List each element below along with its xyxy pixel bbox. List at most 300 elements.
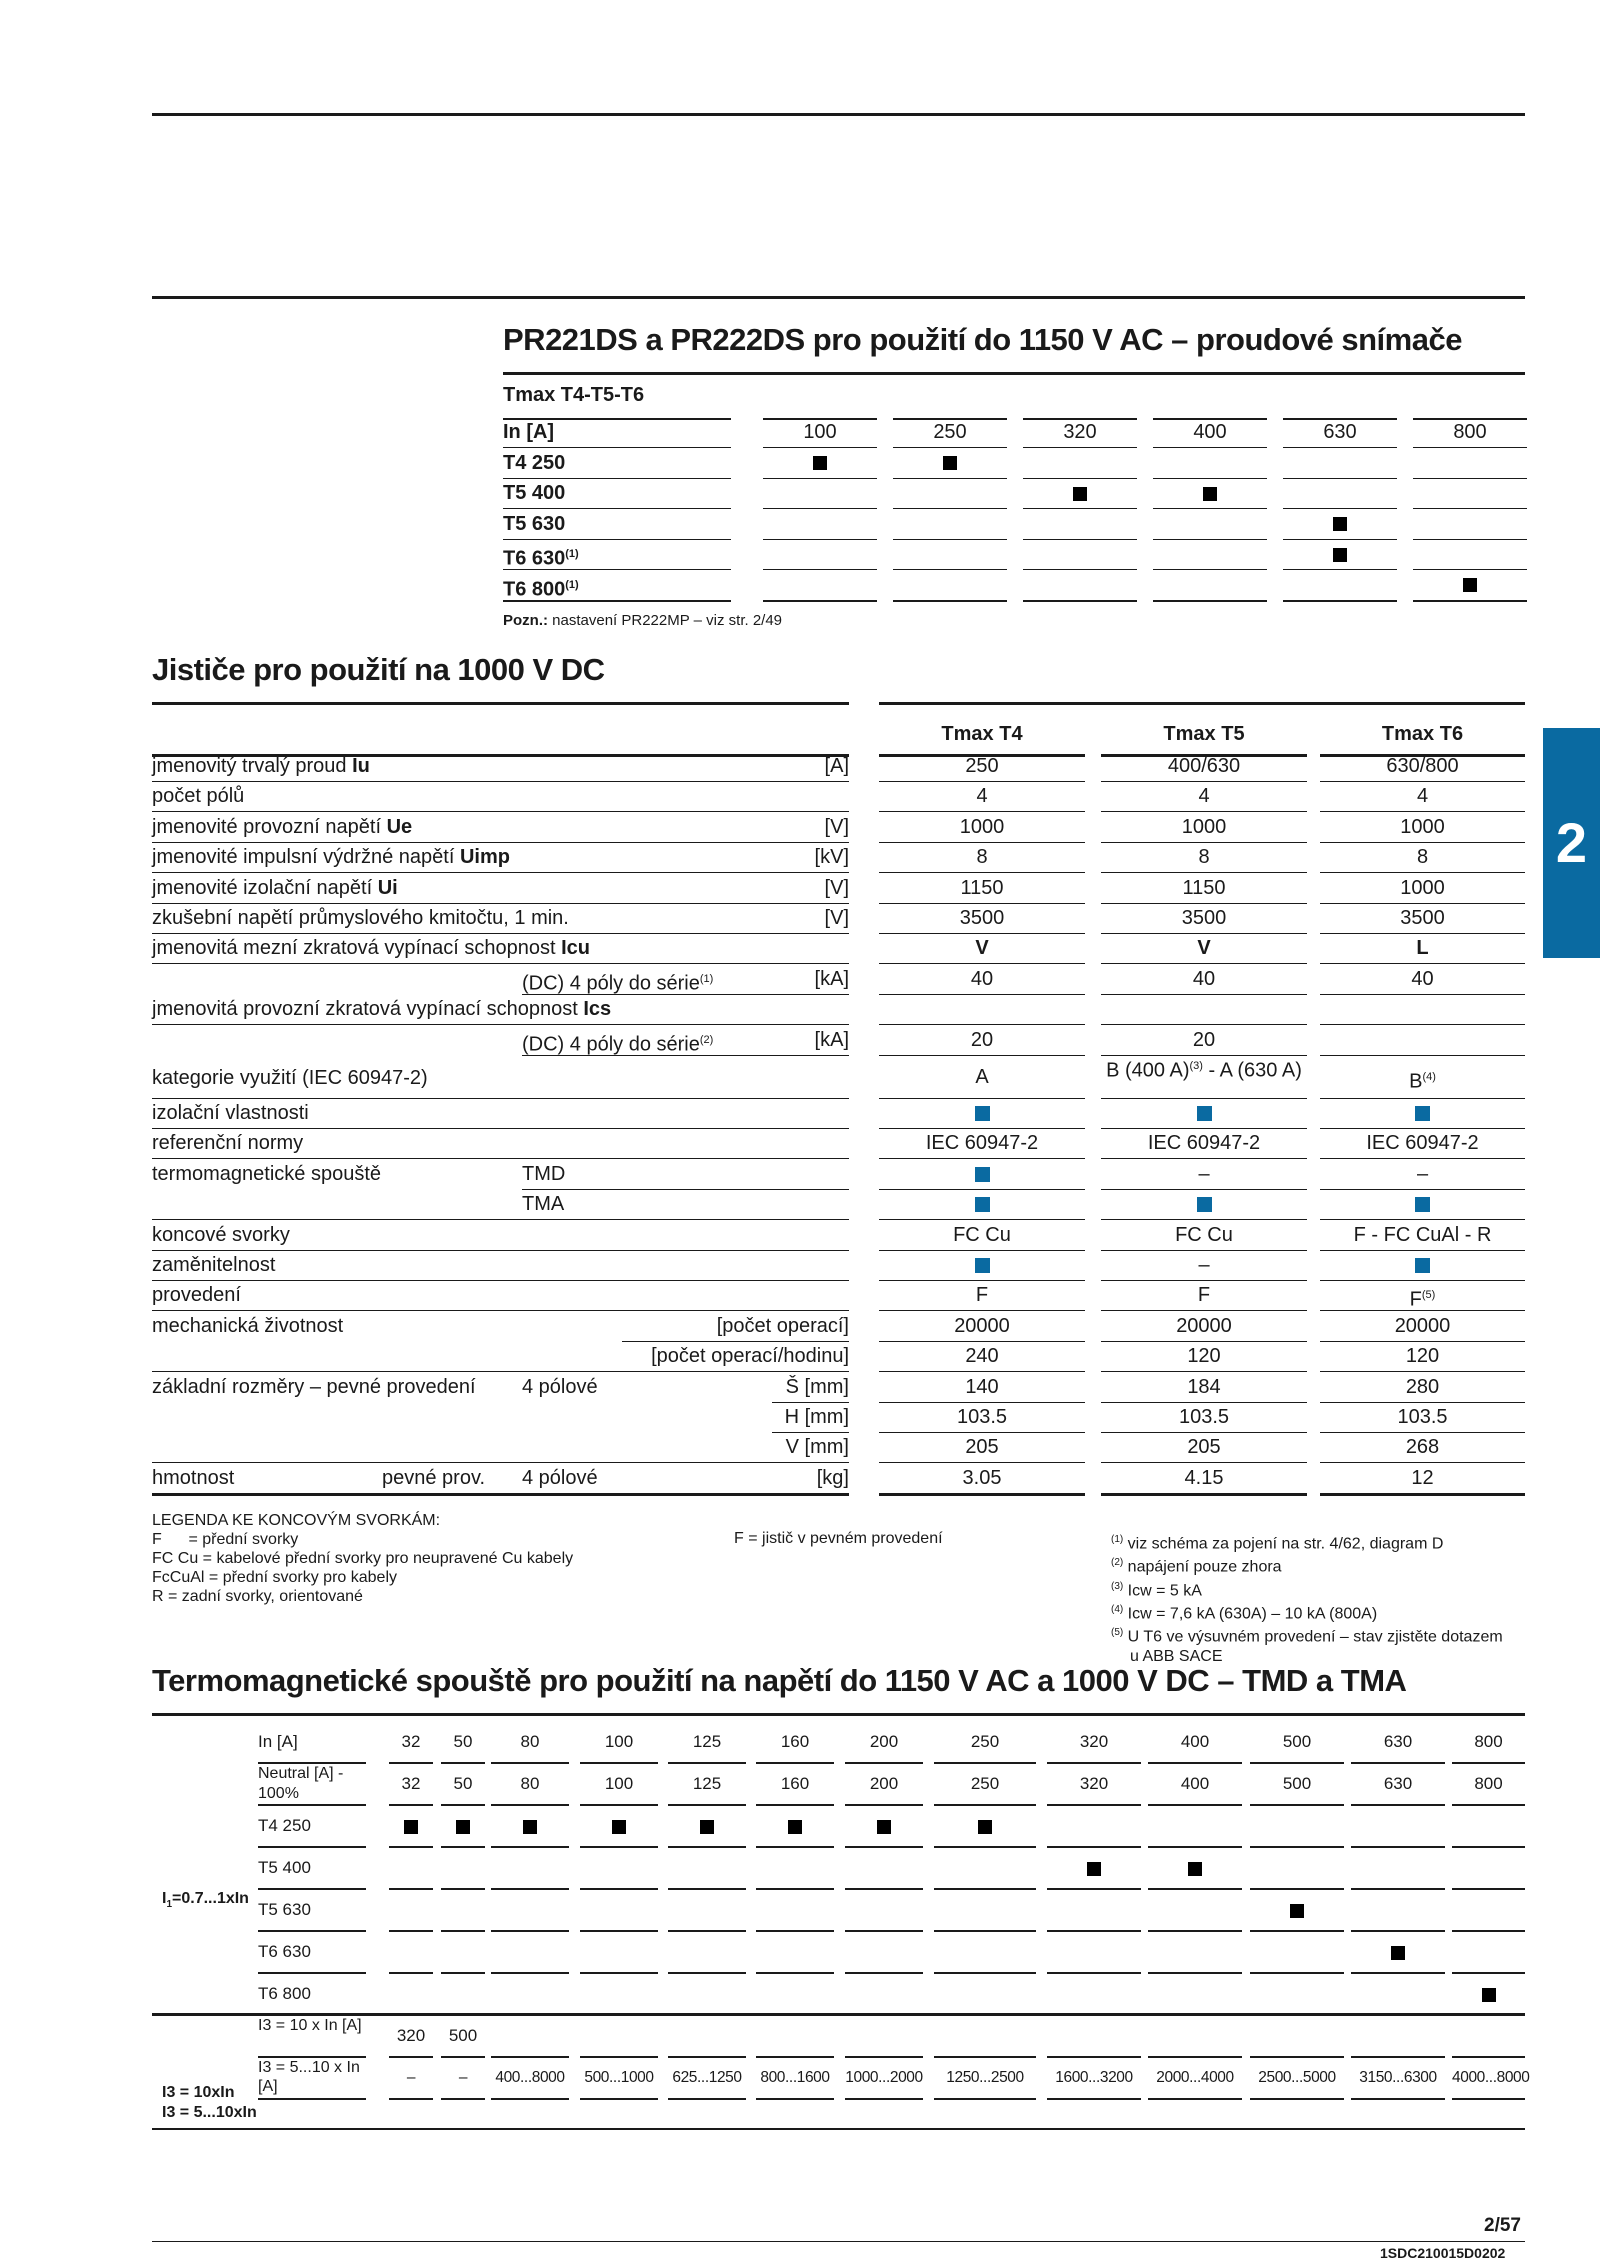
compat-cell	[763, 449, 877, 479]
sublabel-text: (DC) 4 póly do série	[522, 1033, 700, 1056]
value-cell: 1000	[879, 813, 1085, 843]
frame-label: T6 800	[258, 1974, 366, 2016]
unit-label: Š [mm]	[785, 1375, 849, 1398]
row-rule	[152, 781, 849, 782]
compat-mark-icon	[523, 1820, 537, 1834]
value-cell: 20000	[879, 1312, 1085, 1342]
table1-col-bottom-rule	[1023, 600, 1137, 602]
frame-compat-cell	[491, 1974, 569, 2016]
neutral-current-cell: 320	[1047, 1764, 1141, 1806]
compat-cell	[1413, 571, 1527, 601]
table1-col-top-rule	[1413, 418, 1527, 420]
frame-compat-cell	[580, 1932, 658, 1974]
row-label-text: jmenovité izolační napětí	[152, 876, 378, 899]
neutral-current-cell: 100	[580, 1764, 658, 1806]
rated-current-cell: 125	[668, 1722, 746, 1764]
rated-current-cell: 100	[580, 1722, 658, 1764]
i3-fixed-cell	[934, 2016, 1036, 2058]
frame-compat-cell	[1351, 1890, 1445, 1932]
compat-cell	[1413, 449, 1527, 479]
table1-col-bottom-rule	[893, 600, 1007, 602]
footnote-number: (5)	[1111, 1627, 1124, 1639]
value-cell	[1320, 1099, 1525, 1129]
i3-fixed-cell	[756, 2016, 834, 2058]
footnotes	[1111, 1530, 1503, 1666]
unit-label: [kA]	[814, 967, 849, 990]
compat-cell	[893, 540, 1007, 570]
feature-available-icon	[975, 1106, 990, 1121]
section3-rule	[152, 1713, 1525, 1716]
value-cell: 240	[879, 1342, 1085, 1372]
table1-bottom-rule	[503, 600, 731, 602]
frame-compat-cell	[934, 1806, 1036, 1848]
frame-compat-cell	[668, 1848, 746, 1890]
frame-compat-cell	[1148, 1932, 1242, 1974]
value-cell: 120	[1320, 1342, 1525, 1372]
in-column-header: 630	[1283, 418, 1397, 448]
value-cell: 250	[879, 752, 1085, 782]
frame-footnote: (1)	[565, 548, 579, 560]
table1-col-top-rule	[763, 418, 877, 420]
row-label-symbol: Uimp	[459, 846, 510, 869]
value-cell: 184	[1101, 1373, 1307, 1403]
frame-compat-cell	[756, 1890, 834, 1932]
value-cell: 103.5	[1101, 1403, 1307, 1433]
compat-mark-icon	[1333, 548, 1347, 562]
footnote-text: viz schéma za pojení na str. 4/62, diagram D	[1123, 1535, 1444, 1553]
header-rule	[152, 296, 1525, 299]
value-cell: FC Cu	[879, 1221, 1085, 1251]
value-cell: 20	[1101, 1026, 1307, 1056]
section2-title: Jističe pro použití na 1000 V DC	[152, 652, 605, 687]
doc-code: 1SDC210015D0202	[1380, 2245, 1506, 2261]
in-column-header: 250	[893, 418, 1007, 448]
frame-compat-cell	[934, 1890, 1036, 1932]
i3-range-cell: 1000...2000	[845, 2058, 923, 2100]
frame-name: T5 400	[503, 482, 566, 504]
compat-cell	[1153, 571, 1267, 601]
i3-fixed-cell	[1148, 2016, 1242, 2058]
frame-compat-cell	[389, 1848, 433, 1890]
group2-label-1: I3 = 10xIn	[162, 2084, 235, 2101]
row-label	[152, 904, 569, 932]
i3-fixed-cell: 320	[389, 2016, 433, 2058]
table2-bottom-rule	[152, 1493, 849, 1496]
frame-label: T6 630	[258, 1932, 366, 1974]
frame-compat-cell	[845, 1890, 923, 1932]
i3-fixed-cell	[668, 2016, 746, 2058]
row-label: mechanická životnost	[152, 1314, 344, 1337]
frame-compat-cell	[934, 1932, 1036, 1974]
frame-compat-cell	[845, 1932, 923, 1974]
row-label-text: jmenovitá provozní zkratová vypínací schopnost	[152, 998, 584, 1021]
table1-col-bottom-rule	[1153, 600, 1267, 602]
frame-compat-cell	[1250, 1932, 1344, 1974]
chapter-tab: 2	[1543, 728, 1600, 958]
table1-top-rule	[503, 418, 731, 420]
value-cell: 400/630	[1101, 752, 1307, 782]
frame-compat-cell	[441, 1848, 485, 1890]
value-cell: 1150	[1101, 874, 1307, 904]
frame-compat-cell	[580, 1806, 658, 1848]
legend-line: R = zadní svorky, orientované	[152, 1588, 363, 1605]
frame-compat-cell	[1351, 1932, 1445, 1974]
legend-line: LEGENDA KE KONCOVÝM SVORKÁM:	[152, 1512, 441, 1529]
feature-available-icon	[1415, 1197, 1430, 1212]
i3-range-cell: 4000...8000	[1452, 2058, 1525, 2100]
footnote-text: U T6 ve výsuvném provedení – stav zjistěte dotazem	[1123, 1628, 1503, 1646]
frame-compat-cell	[580, 1890, 658, 1932]
row-mid-label: TMA	[522, 1193, 565, 1216]
row-label	[152, 843, 510, 871]
neutral-current-cell: 80	[491, 1764, 569, 1806]
model-column-header: Tmax T5	[1101, 714, 1307, 757]
section1-note	[503, 612, 782, 629]
frame-name: T6 630	[503, 547, 566, 570]
compat-mark-icon	[700, 1820, 714, 1834]
footnote-number: (3)	[1111, 1580, 1124, 1592]
table1-col-top-rule	[1153, 418, 1267, 420]
value-cell: 8	[879, 843, 1085, 873]
legend-line: FC Cu = kabelové přední svorky pro neupravené Cu kabely	[152, 1550, 574, 1567]
neutral-current-cell: 800	[1452, 1764, 1525, 1806]
frame-compat-cell	[668, 1890, 746, 1932]
compat-cell	[1283, 449, 1397, 479]
value-cell: V	[879, 934, 1085, 964]
compat-cell	[1153, 540, 1267, 570]
value-cell: 103.5	[1320, 1403, 1525, 1433]
compat-mark-icon	[1290, 1904, 1304, 1918]
frame-compat-cell	[756, 1974, 834, 2016]
value-cell: 1150	[879, 874, 1085, 904]
compat-cell	[1023, 571, 1137, 601]
footer-rule	[152, 2241, 1525, 2242]
feature-available-icon	[1197, 1106, 1212, 1121]
footnote-line	[1111, 1577, 1503, 1600]
footnote-number: (2)	[1111, 1557, 1124, 1569]
in-column-header: 400	[1153, 418, 1267, 448]
frame-compat-cell	[491, 1848, 569, 1890]
section1-title-rule	[503, 372, 1525, 375]
compat-cell	[1023, 449, 1137, 479]
i3-fixed-cell	[580, 2016, 658, 2058]
value-cell: 40	[1320, 965, 1525, 995]
frame-compat-cell	[389, 1890, 433, 1932]
value-cell: –	[1320, 1160, 1525, 1190]
table1-col-top-rule	[893, 418, 1007, 420]
value-cell: 120	[1101, 1342, 1307, 1372]
frame-compat-cell	[1250, 1974, 1344, 2016]
frame-compat-cell	[756, 1848, 834, 1890]
category-t5	[1101, 1056, 1307, 1099]
design-label: provedení	[152, 1284, 241, 1307]
frame-compat-cell	[1452, 1848, 1525, 1890]
row-label: izolační vlastnosti	[152, 1102, 309, 1124]
row-sublabel	[522, 1026, 713, 1059]
value-cell	[879, 1251, 1085, 1281]
compat-cell	[893, 479, 1007, 509]
row-label-symbol: Ics	[583, 998, 612, 1021]
value-cell: IEC 60947-2	[1101, 1129, 1307, 1159]
frame-compat-cell	[491, 1890, 569, 1932]
compat-cell	[763, 510, 877, 540]
note-text: nastavení PR222MP – viz str. 2/49	[548, 612, 783, 629]
design-t6	[1320, 1281, 1525, 1311]
compat-mark-icon	[813, 456, 827, 470]
frame-compat-cell	[1148, 1974, 1242, 2016]
value-cell	[879, 1099, 1085, 1129]
neutral-current-cell: 50	[441, 1764, 485, 1806]
compat-mark-icon	[1087, 1862, 1101, 1876]
frame-compat-cell	[668, 1806, 746, 1848]
frame-compat-cell	[1047, 1848, 1141, 1890]
frame-compat-cell	[389, 1806, 433, 1848]
value-cell: 280	[1320, 1373, 1525, 1403]
legend-line: FcCuAl = přední svorky pro kabely	[152, 1569, 397, 1586]
value-cell: 20	[879, 1026, 1085, 1056]
in-column-header: 320	[1023, 418, 1137, 448]
in-column-header: 800	[1413, 418, 1527, 448]
category-t6-value: B	[1409, 1070, 1423, 1093]
neutral-current-cell: 200	[845, 1764, 923, 1806]
value-cell	[879, 995, 1085, 1025]
rated-current-cell: 250	[934, 1722, 1036, 1764]
value-cell	[1101, 995, 1307, 1025]
frame-name: T4 250	[503, 451, 566, 474]
frame-compat-cell	[1250, 1806, 1344, 1848]
group1-label-b: =0.7...1xIn	[172, 1890, 249, 1907]
i3-range-cell: –	[441, 2058, 485, 2100]
value-cell	[1101, 1190, 1307, 1220]
row-label	[152, 995, 611, 1023]
frame-compat-cell	[1351, 1848, 1445, 1890]
row-label: zaměnitelnost	[152, 1254, 276, 1276]
value-cell: 103.5	[879, 1403, 1085, 1433]
feature-available-icon	[1197, 1197, 1212, 1212]
unit-label: H [mm]	[784, 1406, 849, 1428]
i3-range-cell: 2500...5000	[1250, 2058, 1344, 2100]
value-cell: FC Cu	[1101, 1221, 1307, 1251]
row-rule	[522, 1189, 849, 1190]
table3-bottom-rule	[152, 2128, 1525, 2130]
value-cell: 8	[1101, 843, 1307, 873]
frame-compat-cell	[1351, 1974, 1445, 2016]
neutral-current-cell: 630	[1351, 1764, 1445, 1806]
value-cell: 1000	[1101, 813, 1307, 843]
row-label	[152, 934, 590, 962]
compat-cell	[1283, 479, 1397, 509]
value-cell: 3.05	[879, 1464, 1085, 1494]
i3-fixed-cell	[1250, 2016, 1344, 2058]
legend-line: F = přední svorky	[152, 1531, 299, 1548]
compat-mark-icon	[404, 1820, 418, 1834]
row-label	[152, 813, 412, 841]
frame-footnote: (1)	[565, 578, 579, 591]
unit-label: [kV]	[814, 846, 849, 869]
table1-col-bottom-rule	[1413, 600, 1527, 602]
frame-name: T6 800	[503, 578, 566, 601]
value-cell: IEC 60947-2	[879, 1129, 1085, 1159]
sublabel-text: (DC) 4 póly do série	[522, 972, 700, 995]
compat-cell	[1413, 479, 1527, 509]
value-cell: 4	[1101, 782, 1307, 812]
compat-cell	[1283, 510, 1397, 540]
compat-cell	[763, 479, 877, 509]
frame-label	[503, 540, 731, 570]
frame-compat-cell	[441, 1890, 485, 1932]
frame-compat-cell	[1148, 1890, 1242, 1932]
compat-mark-icon	[1203, 487, 1217, 501]
compat-mark-icon	[978, 1820, 992, 1834]
section1-subtitle: Tmax T4-T5-T6	[503, 384, 645, 406]
frame-compat-cell	[580, 1974, 658, 2016]
i3-fixed-cell	[1351, 2016, 1445, 2058]
unit-label: V [mm]	[785, 1436, 849, 1459]
neutral-current-cell: 250	[934, 1764, 1036, 1806]
frame-label	[503, 479, 731, 509]
row-label-text: jmenovité impulsní výdržné napětí	[152, 846, 460, 869]
i3-range-cell: 800...1600	[756, 2058, 834, 2100]
section3-title: Termomagnetické spouště pro použití na napětí do 1150 V AC a 1000 V DC – TMD a TMA	[152, 1663, 1407, 1698]
legend-middle: F = jistič v pevném provedení	[734, 1530, 943, 1547]
feature-available-icon	[975, 1197, 990, 1212]
frame-compat-cell	[441, 1932, 485, 1974]
frame-compat-cell	[845, 1974, 923, 2016]
compat-cell	[1023, 510, 1137, 540]
frame-compat-cell	[1148, 1848, 1242, 1890]
in-label: In [A]	[258, 1722, 366, 1764]
page-number: 2/57	[1484, 2215, 1521, 2236]
compat-mark-icon	[1073, 487, 1087, 501]
row-label-text: jmenovitá mezní zkratová vypínací schopnost	[152, 937, 562, 960]
frame-compat-cell	[491, 1932, 569, 1974]
compat-cell	[763, 540, 877, 570]
design-t5: F	[1101, 1281, 1307, 1311]
value-cell: 4.15	[1101, 1464, 1307, 1494]
value-cell: 3500	[879, 904, 1085, 934]
row-label: termomagnetické spouště	[152, 1162, 382, 1185]
rated-current-cell: 80	[491, 1722, 569, 1764]
unit-label: [počet operací/hodinu]	[651, 1345, 849, 1368]
i3-fixed-cell	[491, 2016, 569, 2058]
frame-compat-cell	[756, 1932, 834, 1974]
compat-mark-icon	[612, 1820, 626, 1834]
value-cell: –	[1101, 1160, 1307, 1190]
value-cell: 140	[879, 1373, 1085, 1403]
frame-compat-cell	[1250, 1890, 1344, 1932]
compat-cell	[1283, 540, 1397, 570]
compat-cell	[1413, 540, 1527, 570]
value-cell: 8	[1320, 843, 1525, 873]
frame-compat-cell	[668, 1932, 746, 1974]
design-t4: F	[879, 1281, 1085, 1311]
row-mid-label: 4 pólové	[522, 1375, 598, 1398]
footnote-number: (1)	[1111, 1534, 1124, 1545]
frame-compat-cell	[389, 1932, 433, 1974]
footnote-text: Icw = 5 kA	[1123, 1581, 1202, 1599]
value-cell	[1320, 1190, 1525, 1220]
frame-compat-cell	[1148, 1806, 1242, 1848]
row-sublabel	[522, 965, 713, 998]
sublabel-footnote: (1)	[699, 972, 714, 985]
row-label	[152, 752, 370, 780]
value-cell: 4	[879, 782, 1085, 812]
unit-label: [V]	[824, 907, 849, 929]
rated-current-cell: 200	[845, 1722, 923, 1764]
value-cell	[879, 1160, 1085, 1190]
frame-compat-cell	[491, 1806, 569, 1848]
i3-range-cell: 3150...6300	[1351, 2058, 1445, 2100]
rated-current-cell: 320	[1047, 1722, 1141, 1764]
compat-cell	[1153, 510, 1267, 540]
value-cell: 1000	[1320, 813, 1525, 843]
compat-cell	[1153, 479, 1267, 509]
unit-label: [počet operací]	[716, 1314, 849, 1337]
frame-compat-cell	[1452, 1806, 1525, 1848]
value-cell: 205	[879, 1433, 1085, 1463]
frame-compat-cell	[441, 1974, 485, 2016]
compat-mark-icon	[1333, 517, 1347, 531]
row-rule	[522, 1055, 849, 1056]
top-rule	[152, 113, 1525, 116]
compat-mark-icon	[456, 1820, 470, 1834]
value-cell: 12	[1320, 1464, 1525, 1494]
compat-mark-icon	[943, 456, 957, 470]
frame-compat-cell	[668, 1974, 746, 2016]
footnote-line	[1111, 1553, 1503, 1576]
rated-current-cell: 400	[1148, 1722, 1242, 1764]
feature-available-icon	[975, 1258, 990, 1273]
value-cell	[1101, 1099, 1307, 1129]
compat-cell	[893, 449, 1007, 479]
neutral-current-cell: 125	[668, 1764, 746, 1806]
footnote-text: u ABB SACE	[1130, 1647, 1223, 1665]
row-label-symbol: Iu	[352, 755, 370, 777]
footnote-line	[1111, 1600, 1503, 1623]
compat-mark-icon	[877, 1820, 891, 1834]
footnote-line	[1111, 1530, 1503, 1553]
neutral-current-cell: 160	[756, 1764, 834, 1806]
unit-label: [kg]	[816, 1466, 849, 1489]
group1-label-sub: 1	[166, 1899, 173, 1911]
i3-fixed-cell	[845, 2016, 923, 2058]
value-cell: 20000	[1101, 1312, 1307, 1342]
value-cell: 3500	[1320, 904, 1525, 934]
value-cell: 4	[1320, 782, 1525, 812]
group1-label-a: I	[162, 1890, 167, 1907]
feature-available-icon	[1415, 1258, 1430, 1273]
value-cell: 205	[1101, 1433, 1307, 1463]
frame-label: T4 250	[258, 1806, 366, 1848]
row-label-text: jmenovitý trvalý proud	[152, 755, 353, 777]
compat-cell	[1283, 571, 1397, 601]
i3-fixed-cell	[1452, 2016, 1525, 2058]
in-header-label: In [A]	[503, 418, 731, 448]
row-label-symbol: Icu	[561, 937, 590, 960]
design-t6-footnote: (5)	[1421, 1289, 1436, 1302]
footnote-number: (4)	[1111, 1603, 1124, 1615]
design-t6-value: F	[1409, 1289, 1422, 1312]
category-label: kategorie využití (IEC 60947-2)	[152, 1067, 428, 1089]
frame-compat-cell	[1047, 1974, 1141, 2016]
value-cell: 3500	[1101, 904, 1307, 934]
row-label	[152, 782, 244, 810]
neutral-current-cell: 400	[1148, 1764, 1242, 1806]
row-label-text: jmenovité provozní napětí	[152, 815, 387, 838]
frame-compat-cell	[580, 1848, 658, 1890]
rated-current-cell: 500	[1250, 1722, 1344, 1764]
model-column-header: Tmax T4	[879, 714, 1085, 757]
